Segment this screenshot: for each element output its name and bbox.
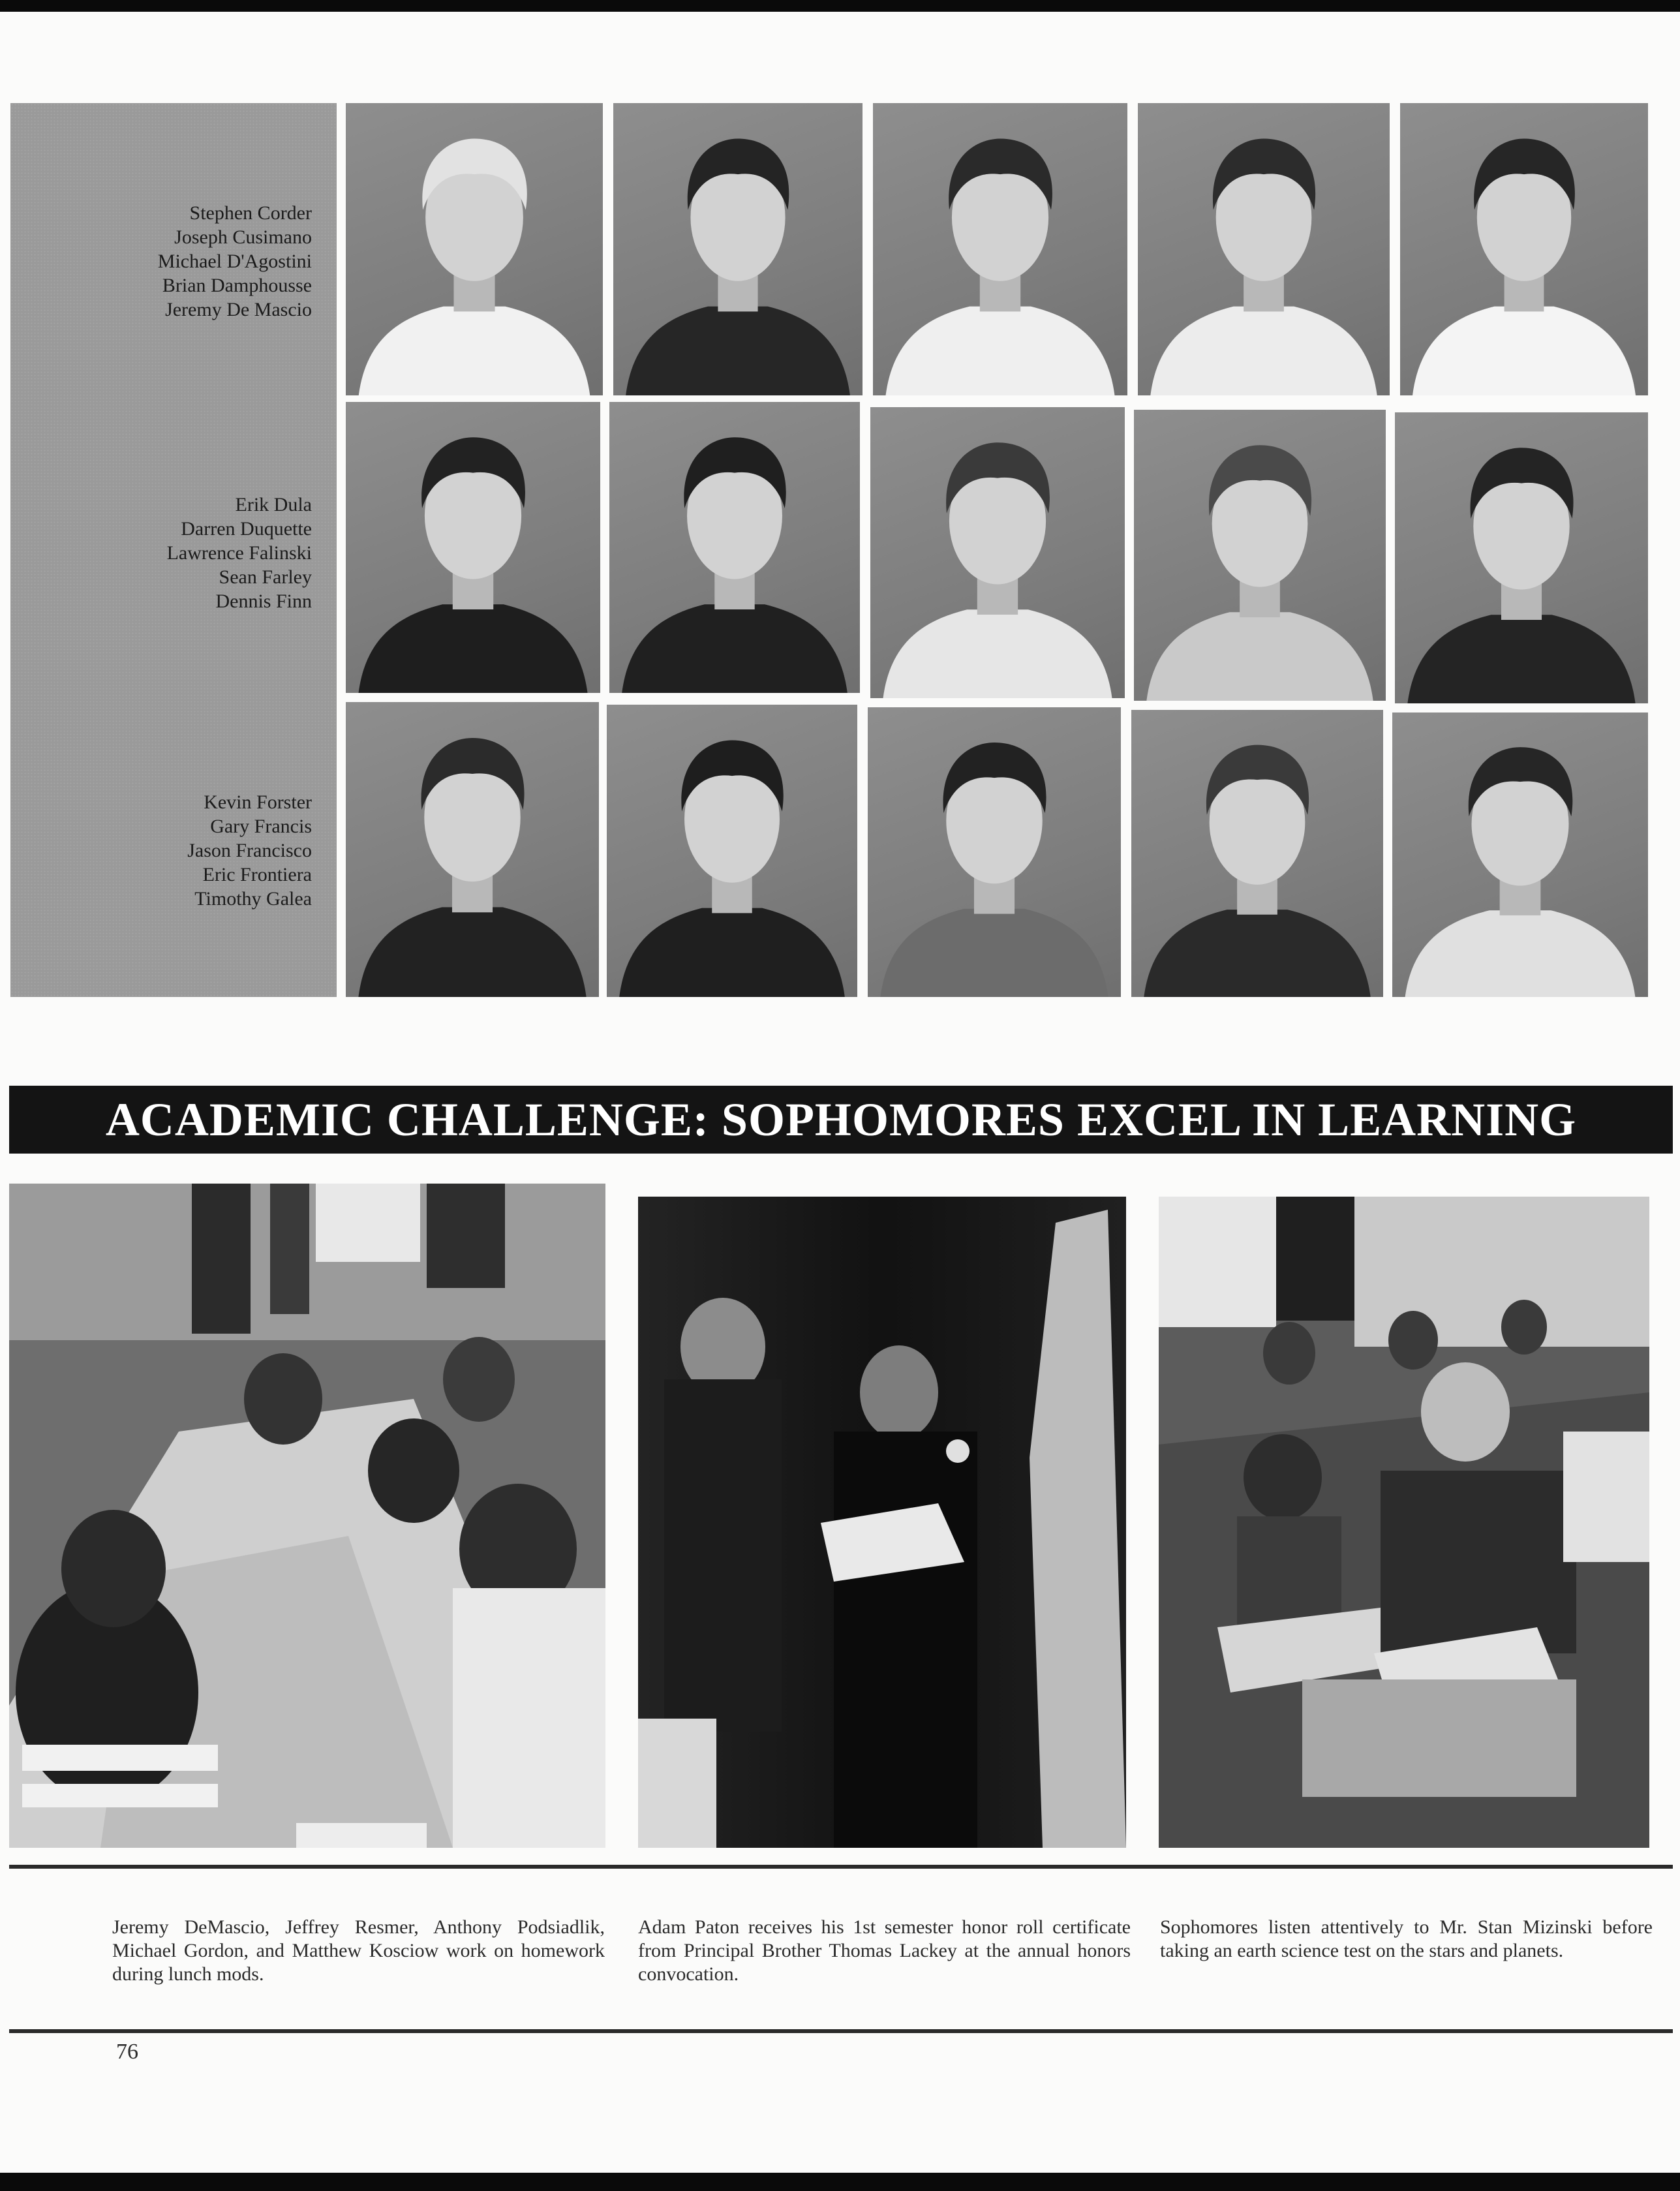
portrait-silhouette [1138, 103, 1390, 395]
portrait-silhouette [346, 103, 603, 395]
divider-rule [9, 2029, 1673, 2033]
photo-earth-science-test [1159, 1197, 1649, 1848]
student-name: Sean Farley [219, 566, 312, 588]
section-title: ACADEMIC CHALLENGE: SOPHOMORES EXCEL IN LEARNING [105, 1093, 1577, 1146]
student-name: Joseph Cusimano [174, 226, 312, 248]
divider-rule [9, 1865, 1673, 1869]
portrait-silhouette [346, 402, 600, 693]
photo-caption: Sophomores listen attentively to Mr. Stan Mizinski before taking an earth science test on the stars and planets. [1160, 1916, 1653, 1961]
student-name: Eric Frontiera [202, 864, 312, 885]
portrait-photo [346, 402, 600, 693]
student-name: Gary Francis [210, 816, 312, 837]
portrait-silhouette [1395, 412, 1648, 703]
portrait-photo [870, 407, 1125, 698]
student-name: Michael D'Agostini [157, 251, 312, 272]
portrait-silhouette [870, 407, 1125, 698]
portrait-photo [607, 705, 857, 997]
name-list-row-1 [25, 201, 312, 322]
portrait-photo [868, 707, 1121, 997]
portrait-photo [1395, 412, 1648, 703]
portrait-photo [1131, 710, 1383, 997]
student-name: Jeremy De Mascio [165, 299, 312, 320]
portrait-silhouette [1134, 410, 1386, 701]
portrait-photo [346, 103, 603, 395]
portrait-photo [873, 103, 1127, 395]
portrait-silhouette [607, 705, 857, 997]
portrait-photo [613, 103, 863, 395]
name-list-row-3 [25, 790, 312, 911]
portrait-silhouette [346, 702, 599, 997]
student-name: Dennis Finn [215, 590, 312, 612]
portrait-photo [1134, 410, 1386, 701]
student-name: Kevin Forster [204, 791, 312, 813]
portrait-photo [1138, 103, 1390, 395]
photo-lunch-homework [9, 1184, 605, 1848]
portrait-silhouette [1131, 710, 1383, 997]
photo-honors-convocation [638, 1197, 1126, 1848]
portrait-photo [346, 702, 599, 997]
student-name: Stephen Corder [189, 202, 312, 224]
portrait-silhouette [609, 402, 860, 693]
portrait-silhouette [873, 103, 1127, 395]
portrait-photo [609, 402, 860, 693]
name-list-row-2 [25, 493, 312, 613]
portrait-silhouette [1392, 712, 1648, 997]
student-name: Darren Duquette [181, 518, 312, 540]
yearbook-page [0, 12, 1680, 2173]
student-name: Erik Dula [235, 494, 312, 515]
photo-caption: Jeremy DeMascio, Jeffrey Resmer, Anthony Podsiadlik, Michael Gordon, and Matthew Kosciow work on homework during lunch mods. [112, 1916, 605, 1985]
portrait-silhouette [613, 103, 863, 395]
student-name: Jason Francisco [187, 840, 312, 861]
page-number: 76 [116, 2040, 138, 2064]
portrait-photo [1400, 103, 1648, 395]
section-banner [9, 1086, 1673, 1154]
portrait-silhouette [1400, 103, 1648, 395]
student-name: Timothy Galea [194, 888, 312, 910]
name-panel [10, 103, 337, 997]
portrait-photo [1392, 712, 1648, 997]
student-name: Lawrence Falinski [166, 542, 312, 564]
student-name: Brian Damphousse [162, 275, 312, 296]
photo-caption: Adam Paton receives his 1st semester honor roll certificate from Principal Brother Thomas Lackey at the annual honors convocation. [638, 1916, 1131, 1985]
portrait-silhouette [868, 707, 1121, 997]
